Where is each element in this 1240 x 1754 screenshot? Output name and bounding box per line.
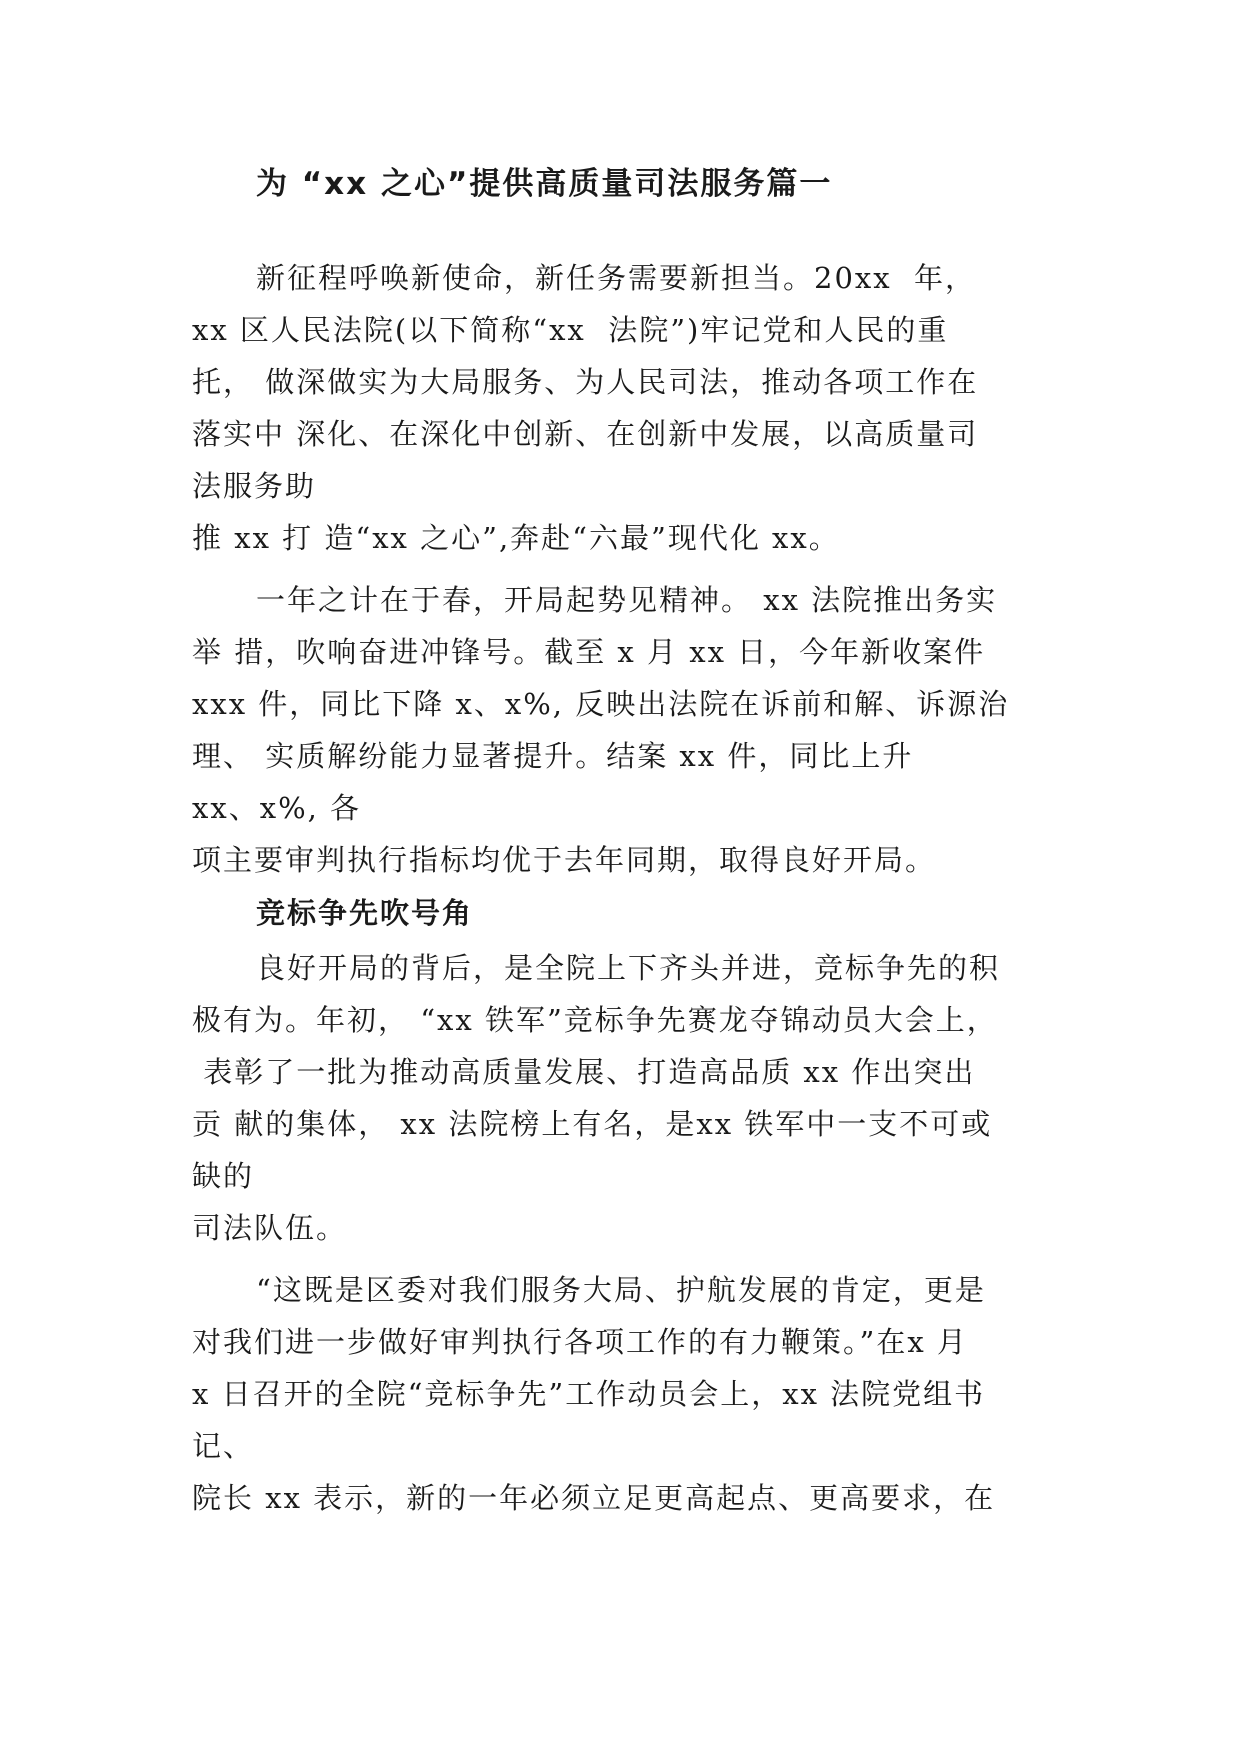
paragraph-1-line-3: 托， 做深做实为大局服务、为人民司法，推动各项工作在: [192, 365, 979, 399]
paragraph-3-line-3: 表彰了一批为推动高质量发展、打造高品质 xx 作出突出: [192, 1055, 976, 1089]
paragraph-1-line-2: xx 区人民法院(以下简称“xx 法院”)牢记党和人民的重: [192, 313, 949, 347]
paragraph-1-line-1: 新征程呼唤新使命，新任务需要新担当。20xx 年，: [256, 261, 977, 295]
paragraph-1-line-5: 法服务助: [192, 469, 317, 503]
paragraph-1-line-6: 推 xx 打 造“xx 之心”,奔赴“六最”现代化 xx。: [192, 521, 840, 555]
paragraph-2-line-4: 理、 实质解纷能力显著提升。结案 xx 件，同比上升: [192, 739, 914, 773]
paragraph-4-line-5: 院长 xx 表示，新的一年必须立足更高起点、更高要求，在: [192, 1481, 996, 1515]
paragraph-2-line-6: 项主要审判执行指标均优于去年同期，取得良好开局。: [192, 843, 937, 877]
paragraph-3-line-6: 司法队伍。: [192, 1211, 348, 1245]
paragraph-2-line-3: xxx 件，同比下降 x、x%, 反映出法院在诉前和解、诉源治: [192, 687, 1010, 721]
paragraph-4-line-1: “这既是区委对我们服务大局、护航发展的肯定，更是: [256, 1273, 986, 1307]
paragraph-1-line-4: 落实中 深化、在深化中创新、在创新中发展，以高质量司: [192, 417, 979, 451]
paragraph-2-line-1: 一年之计在于春，开局起势见精神。 xx 法院推出务实: [256, 583, 998, 617]
paragraph-2-line-5: xx、x%, 各: [192, 791, 362, 825]
paragraph-3-line-2: 极有为。年初， “xx 铁军”竞标争先赛龙夺锦动员大会上，: [192, 1003, 998, 1037]
paragraph-4-line-3: x 日召开的全院“竞标争先”工作动员会上，xx 法院党组书: [192, 1377, 986, 1411]
document-title: 为 “xx 之心”提供高质量司法服务篇一: [256, 166, 833, 202]
paragraph-3-line-4: 贡 献的集体， xx 法院榜上有名，是xx 铁军中一支不可或: [192, 1107, 993, 1141]
paragraph-4-line-4: 记、: [192, 1429, 255, 1463]
section-heading: 竞标争先吹号角: [256, 896, 474, 930]
paragraph-3-line-1: 良好开局的背后，是全院上下齐头并进，竞标争先的积: [256, 951, 1001, 985]
paragraph-3-line-5: 缺的: [192, 1159, 255, 1193]
paragraph-4-line-2: 对我们进一步做好审判执行各项工作的有力鞭策。”在x 月: [192, 1325, 968, 1359]
paragraph-2-line-2: 举 措，吹响奋进冲锋号。截至 x 月 xx 日，今年新收案件: [192, 635, 986, 669]
